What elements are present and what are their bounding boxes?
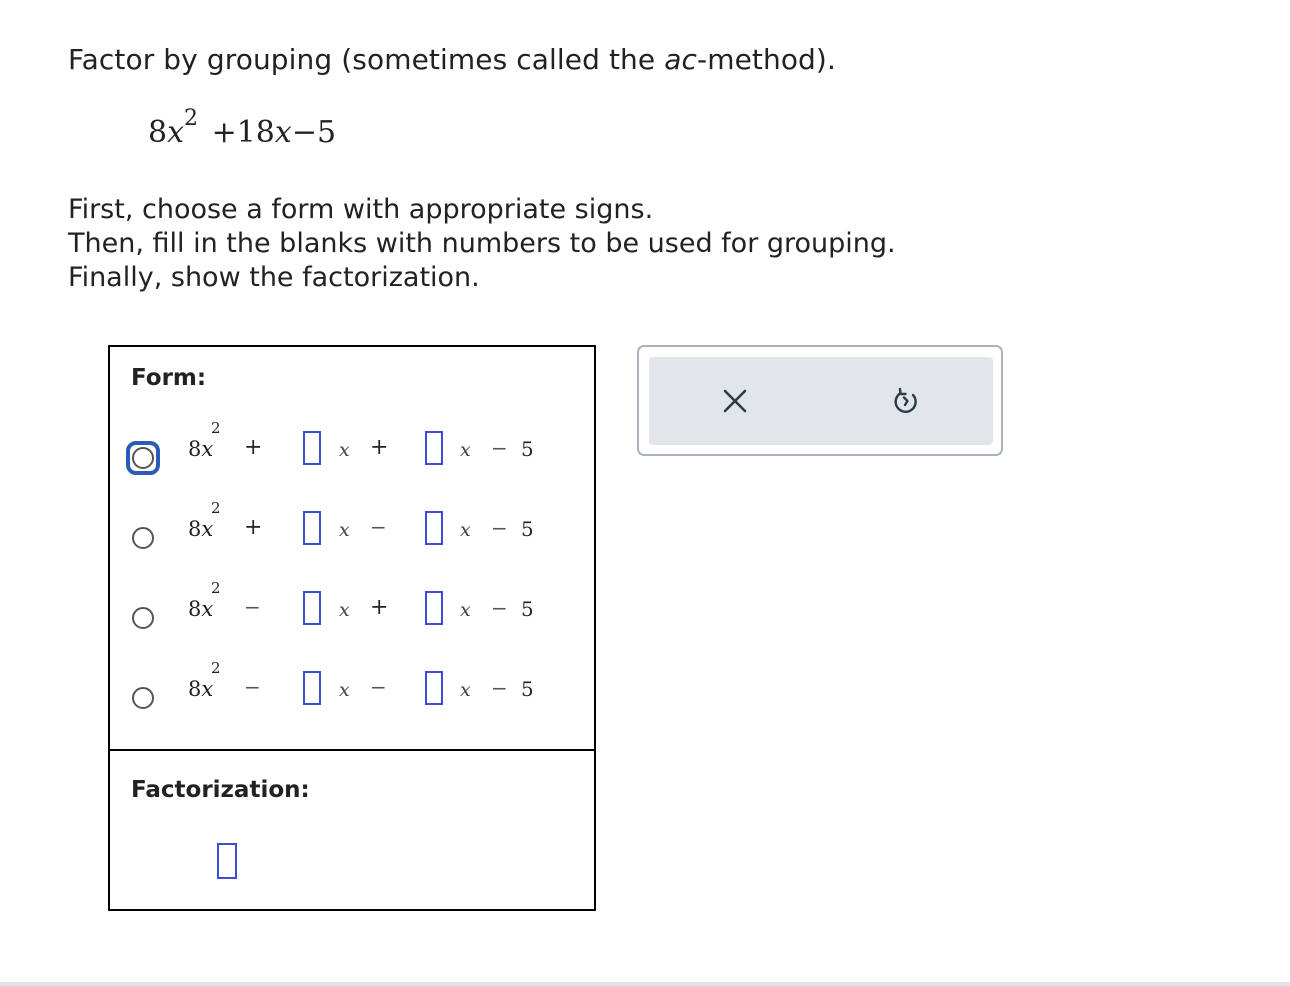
lead-exponent: 2 bbox=[211, 659, 221, 677]
lead-exponent: 2 bbox=[211, 419, 221, 437]
question-prompt bbox=[68, 43, 836, 76]
x-variable: x bbox=[339, 519, 350, 541]
answer-panel bbox=[108, 345, 596, 911]
operator-1: + bbox=[244, 435, 263, 460]
instructions bbox=[68, 193, 896, 295]
section-divider bbox=[110, 749, 594, 751]
prompt-text-after: -method). bbox=[697, 43, 836, 76]
constant-value: 5 bbox=[521, 677, 534, 701]
undo-icon bbox=[891, 386, 921, 416]
form-option-row bbox=[110, 659, 596, 725]
blank-input-2[interactable] bbox=[425, 671, 443, 705]
x-variable: x bbox=[460, 439, 471, 461]
lead-term bbox=[188, 597, 213, 621]
factorization-answer-input[interactable] bbox=[217, 843, 237, 879]
form-option-row bbox=[110, 419, 596, 485]
lead-coef: 8 bbox=[188, 677, 202, 701]
expr-lead-exp: 2 bbox=[184, 106, 199, 131]
expr-lead-coef: 8 bbox=[148, 115, 168, 150]
clear-button[interactable] bbox=[717, 383, 753, 419]
constant-minus: − bbox=[491, 516, 508, 540]
x-variable: x bbox=[339, 439, 350, 461]
radio-circle bbox=[132, 447, 154, 469]
lead-var: x bbox=[201, 437, 214, 461]
prompt-text-italic: ac bbox=[664, 43, 697, 76]
constant-value: 5 bbox=[521, 517, 534, 541]
toolbox-button-bar bbox=[649, 357, 993, 445]
blank-input-2[interactable] bbox=[425, 591, 443, 625]
lead-var: x bbox=[201, 677, 214, 701]
undo-button[interactable] bbox=[888, 383, 924, 419]
constant-value: 5 bbox=[521, 437, 534, 461]
blank-input-1[interactable] bbox=[303, 511, 321, 545]
expr-constant: 5 bbox=[316, 115, 337, 150]
instruction-line-1: First, choose a form with appropriate signs. bbox=[68, 194, 654, 225]
operator-2: − bbox=[370, 515, 387, 539]
operator-2: + bbox=[370, 595, 389, 620]
operator-1: + bbox=[244, 515, 263, 540]
lead-term bbox=[188, 677, 213, 701]
polynomial-expression bbox=[148, 106, 337, 150]
blank-input-1[interactable] bbox=[303, 591, 321, 625]
lead-coef: 8 bbox=[188, 437, 202, 461]
x-variable: x bbox=[339, 679, 350, 701]
lead-exponent: 2 bbox=[211, 499, 221, 517]
lead-var: x bbox=[201, 517, 214, 541]
expr-op2: − bbox=[291, 115, 317, 150]
form-title: Form: bbox=[131, 365, 207, 391]
prompt-text-before: Factor by grouping (sometimes called the bbox=[68, 43, 665, 76]
blank-input-1[interactable] bbox=[303, 431, 321, 465]
bottom-rule bbox=[0, 982, 1290, 986]
form-option-radio[interactable] bbox=[132, 527, 154, 549]
expr-mid-coef: 18 bbox=[236, 115, 275, 150]
x-variable: x bbox=[460, 599, 471, 621]
form-option-row bbox=[110, 499, 596, 565]
x-variable: x bbox=[460, 679, 471, 701]
answer-toolbox bbox=[637, 345, 1003, 456]
operator-2: − bbox=[370, 675, 387, 699]
constant-minus: − bbox=[491, 676, 508, 700]
form-option-row bbox=[110, 579, 596, 645]
instruction-line-2: Then, fill in the blanks with numbers to be used for grouping. bbox=[68, 228, 896, 259]
x-variable: x bbox=[460, 519, 471, 541]
blank-input-2[interactable] bbox=[425, 431, 443, 465]
constant-value: 5 bbox=[521, 597, 534, 621]
constant-minus: − bbox=[491, 596, 508, 620]
lead-coef: 8 bbox=[188, 597, 202, 621]
blank-input-1[interactable] bbox=[303, 671, 321, 705]
lead-term bbox=[188, 517, 213, 541]
expr-lead-var: x bbox=[167, 115, 185, 150]
lead-exponent: 2 bbox=[211, 579, 221, 597]
close-icon bbox=[722, 388, 748, 414]
expr-mid-var: x bbox=[274, 115, 292, 150]
operator-1: − bbox=[244, 595, 261, 619]
form-option-radio[interactable] bbox=[126, 441, 160, 475]
form-option-radio[interactable] bbox=[132, 687, 154, 709]
form-option-radio[interactable] bbox=[132, 607, 154, 629]
blank-input-2[interactable] bbox=[425, 511, 443, 545]
constant-minus: − bbox=[491, 436, 508, 460]
x-variable: x bbox=[339, 599, 350, 621]
lead-term bbox=[188, 437, 213, 461]
operator-1: − bbox=[244, 675, 261, 699]
instruction-line-3: Finally, show the factorization. bbox=[68, 262, 480, 293]
factorization-title: Factorization: bbox=[131, 777, 310, 803]
lead-var: x bbox=[201, 597, 214, 621]
operator-2: + bbox=[370, 435, 389, 460]
lead-coef: 8 bbox=[188, 517, 202, 541]
expr-op1: + bbox=[211, 115, 237, 150]
